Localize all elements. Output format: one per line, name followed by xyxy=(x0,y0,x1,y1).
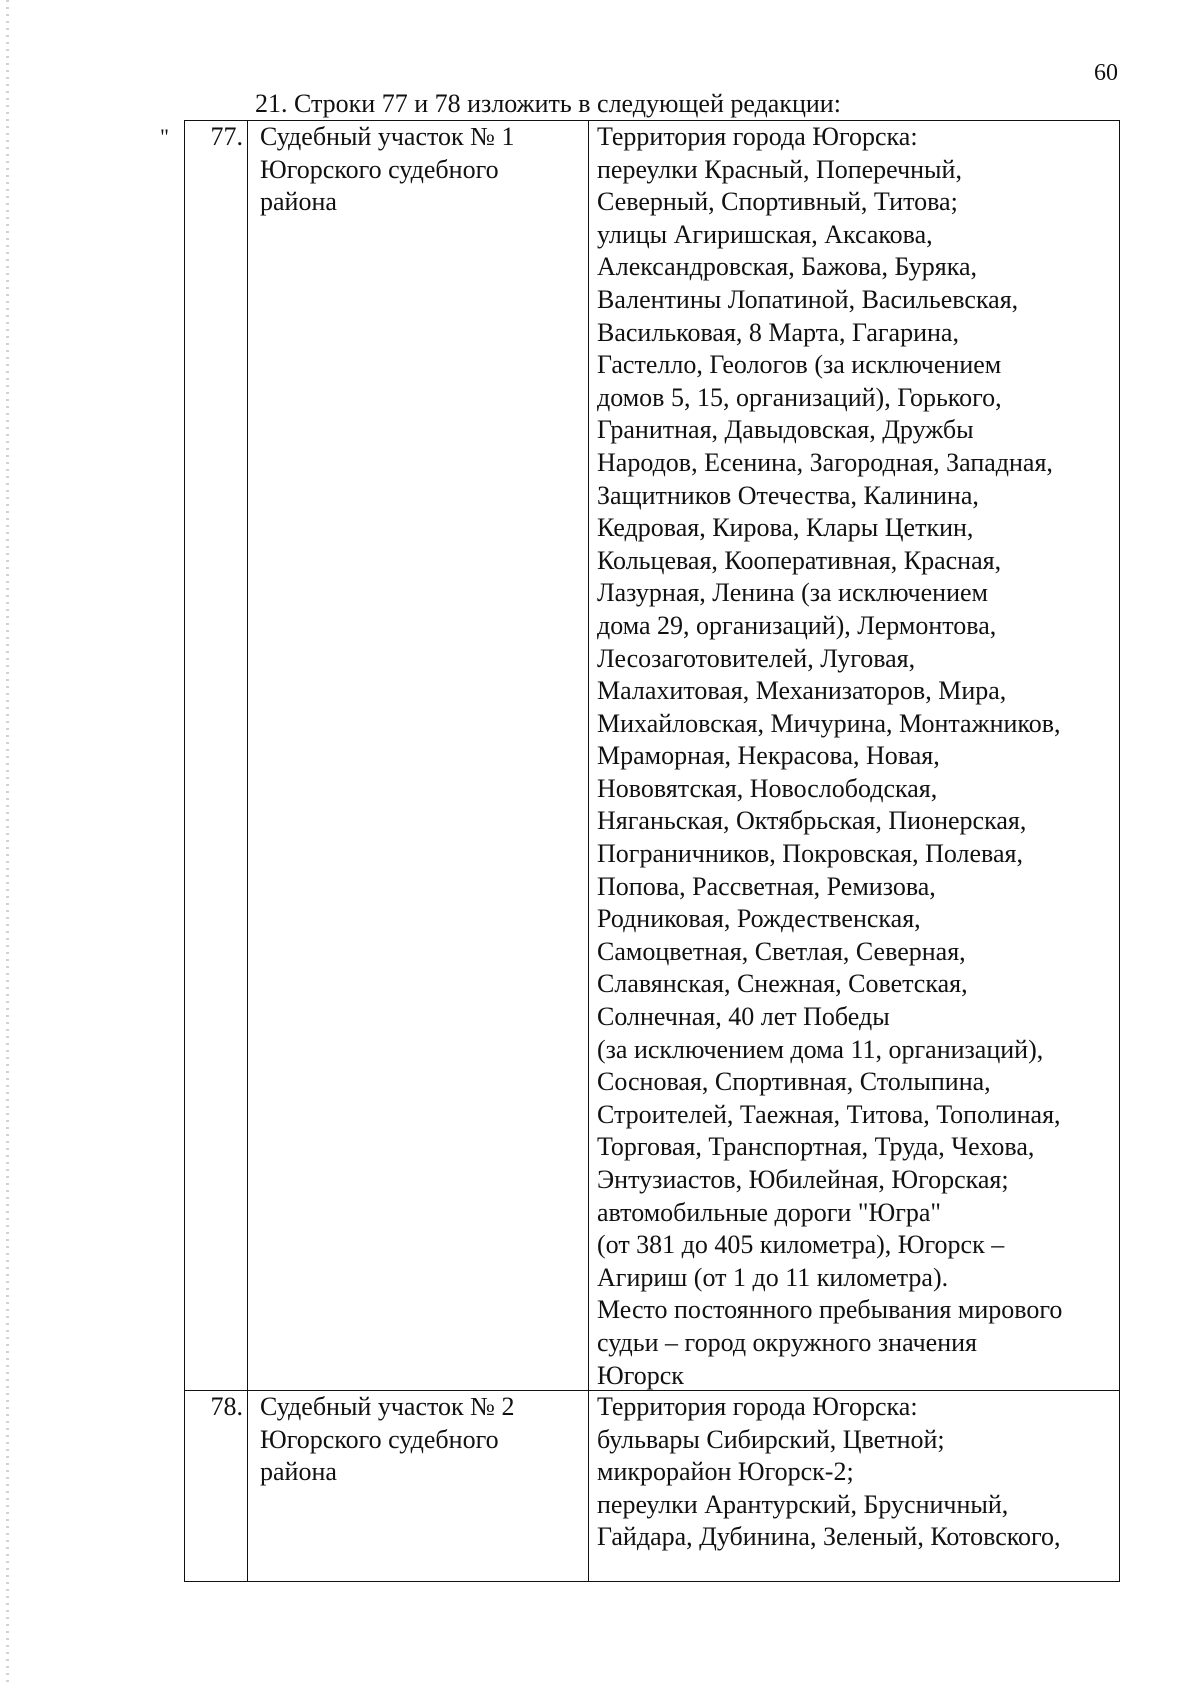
row-77-territory: Территория города Югорска: переулки Красный, Поперечный, Северный, Спортивный, Титова; улицы Агиришская, Аксакова, Александровская, Бажова, Буряка, Валентины Лопатиной, Васильевская, Васильковая, 8 Марта, Гагарина, Гастелло, Геологов (за исключением домов 5, 15, организаций), Горького, Гранитная, Давыдовская, Дружбы Народов, Есенина, Загородная, Западная, Защитников Отечества, Калинина, Кедровая, Кирова, Клары Цеткин, Кольцевая, Кооперативная, Красная, Лазурная, Ленина (за исключением дома 29, организаций), Лермонтова, Лесозаготовителей, Луговая, Малахитовая, Механизаторов, Мира, Михайловская, Мичурина, Монтажников, Мраморная, Некрасова, Новая, Нововятская, Новослободская, Няганьская, Октябрьская, Пионерская, Пограничников, Покровская, Полевая, Попова, Рассветная, Ремизова, Родниковая, Рождественская, Самоцветная, Светлая, Северная, Славянская, Снежная, Советская, Солнечная, 40 лет Победы (за исключением дома 11, организаций), Сосновая, Спортивная, Столыпина, Строителей, Таежная, Титова, Тополиная, Торговая, Транспортная, Труда, Чехова, Энтузиастов, Юбилейная, Югорская; автомобильные дороги "Югра" (от 381 до 405 километра), Югорск – Агириш (от 1 до 11 километра). Место постоянного пребывания мирового судьи – город окружного значения Югорск xyxy=(597,122,1063,1390)
amendment-instruction: 21. Строки 77 и 78 изложить в следующей редакции: xyxy=(255,89,841,118)
column-divider-name xyxy=(588,121,589,1581)
scan-edge-artifact xyxy=(6,0,9,1684)
row-78-number: 78. xyxy=(210,1392,243,1421)
row-78-district-name: Судебный участок № 2 Югорского судебного района xyxy=(260,1392,515,1487)
row-77-number: 77. xyxy=(210,122,243,151)
row-78-territory: Территория города Югорска: бульвары Сибирский, Цветной; микрорайон Югорск-2; переулки Арантурский, Брусничный, Гайдара, Дубинина, Зеленый, Котовского, xyxy=(597,1392,1061,1552)
districts-table xyxy=(184,120,1120,1582)
row-77-district-name: Судебный участок № 1 Югорского судебного района xyxy=(260,122,515,217)
opening-quote-mark: " xyxy=(160,124,169,149)
page-number: 60 xyxy=(1094,60,1118,86)
column-divider-number xyxy=(247,121,248,1581)
